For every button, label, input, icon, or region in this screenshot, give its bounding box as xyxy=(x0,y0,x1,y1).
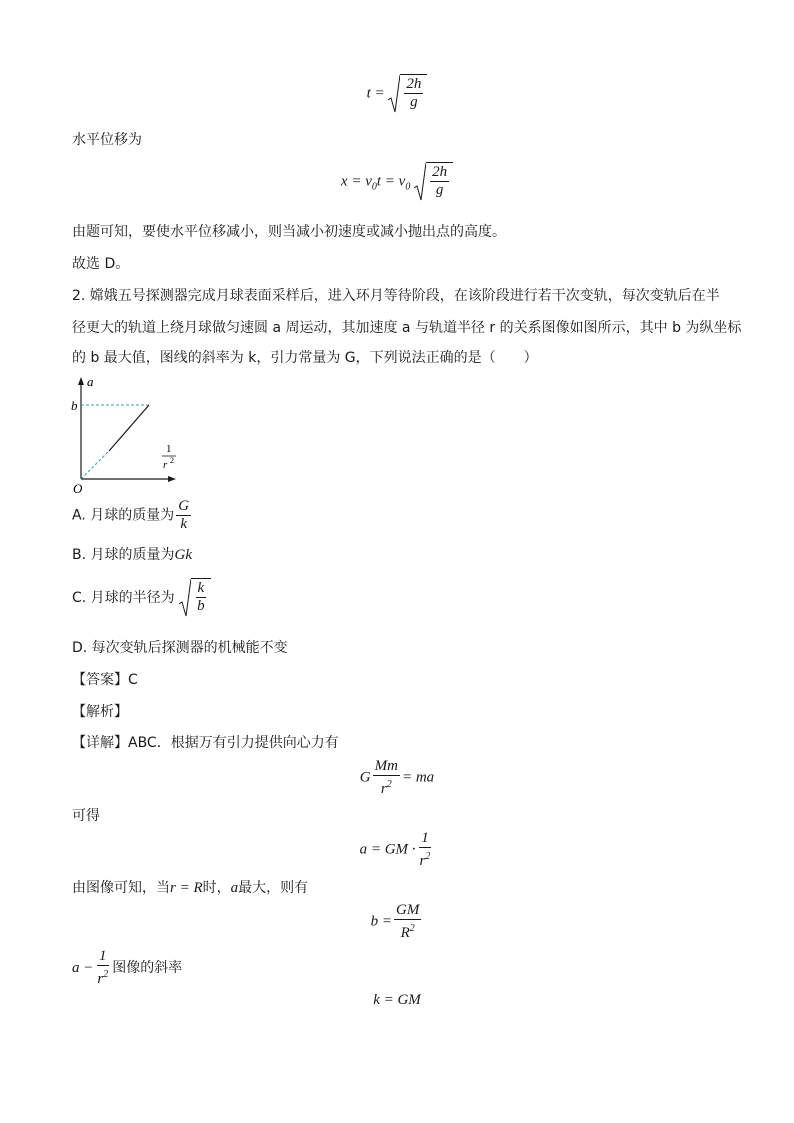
option-c: C. 月球的半径为 $\frac{k}{b}$ xyxy=(72,578,211,618)
y-label: a xyxy=(87,374,94,389)
sub1: 0 xyxy=(405,181,411,193)
text-conclusion: 由题可知，要使水平位移减小，则当减小初速度或减小抛出点的高度。 xyxy=(72,224,506,240)
text-choose: 故选 D。 xyxy=(72,256,130,272)
extrapolated-dashed-line xyxy=(81,451,109,479)
analysis: 【解析】 xyxy=(72,704,128,720)
option-b: B. 月球的质量为Gk xyxy=(72,547,193,563)
sqrt-symbol xyxy=(388,74,427,114)
sub0: 0 xyxy=(371,181,377,193)
detail: 【详解】ABC．根据万有引力提供向心力有 xyxy=(72,735,339,751)
frac-den: g xyxy=(410,94,418,110)
frac-num: 2h xyxy=(432,164,448,180)
x-label-num: 1 xyxy=(166,443,172,455)
sqrt-symbol xyxy=(414,162,453,202)
deduce: 可得 xyxy=(72,808,100,824)
q2-line1: 2. 嫦娥五号探测器完成月球表面采样后，进入环月等待阶段，在该阶段进行若干次变轨，每次变轨后在半 xyxy=(72,288,720,304)
x-mid: t = v xyxy=(376,173,406,190)
graph-line xyxy=(109,405,149,451)
frac-num: 2h xyxy=(406,76,422,92)
x-lhs: x = v xyxy=(340,173,372,190)
formula-t xyxy=(0,74,794,114)
x-axis-arrow xyxy=(168,476,176,482)
frac-den: g xyxy=(435,182,444,198)
formula-b: b = $\frac{GM}{R^2}$ xyxy=(370,902,420,941)
from-graph: 由图像可知，当r = R时，a最大，则有 xyxy=(72,880,309,896)
y-axis-arrow xyxy=(78,377,84,385)
formula-t-lhs: t = xyxy=(366,85,385,102)
formula-x xyxy=(0,162,794,202)
x-label-den: r xyxy=(163,459,168,471)
formula-k: k = GM xyxy=(373,992,421,1008)
q2-line2: 径更大的轨道上绕月球做匀速圆 a 周运动，其加速度 a 与轨道半径 r 的关系图像如图所示，其中 b 为纵坐标 xyxy=(72,320,742,336)
b-label: b xyxy=(71,398,78,413)
sqrt-symbol: $\frac{k}{b}$ xyxy=(179,578,211,618)
formula-a: a = GM · $\frac{1}{r^2}$ xyxy=(359,830,431,869)
option-a: A. 月球的质量为 $\frac{G}{k}$ xyxy=(72,498,190,532)
text-horizontal-disp: 水平位移为 xyxy=(72,132,142,148)
formula-gravity: G $\frac{Mm}{r^2}$ = ma xyxy=(359,758,435,797)
option-d: D. 每次变轨后探测器的机械能不变 xyxy=(72,640,288,656)
slope-line: a − $\frac{1}{r^2}$ 图像的斜率 xyxy=(72,948,183,987)
answer: 【答案】C xyxy=(72,672,138,688)
x-label-sup: 2 xyxy=(170,456,174,465)
q2-line3: 的 b 最大值，图线的斜率为 k，引力常量为 G，下列说法正确的是（ ） xyxy=(72,350,538,366)
graph-a-vs-inv-r2 xyxy=(66,372,196,497)
origin-label: O xyxy=(73,481,83,496)
